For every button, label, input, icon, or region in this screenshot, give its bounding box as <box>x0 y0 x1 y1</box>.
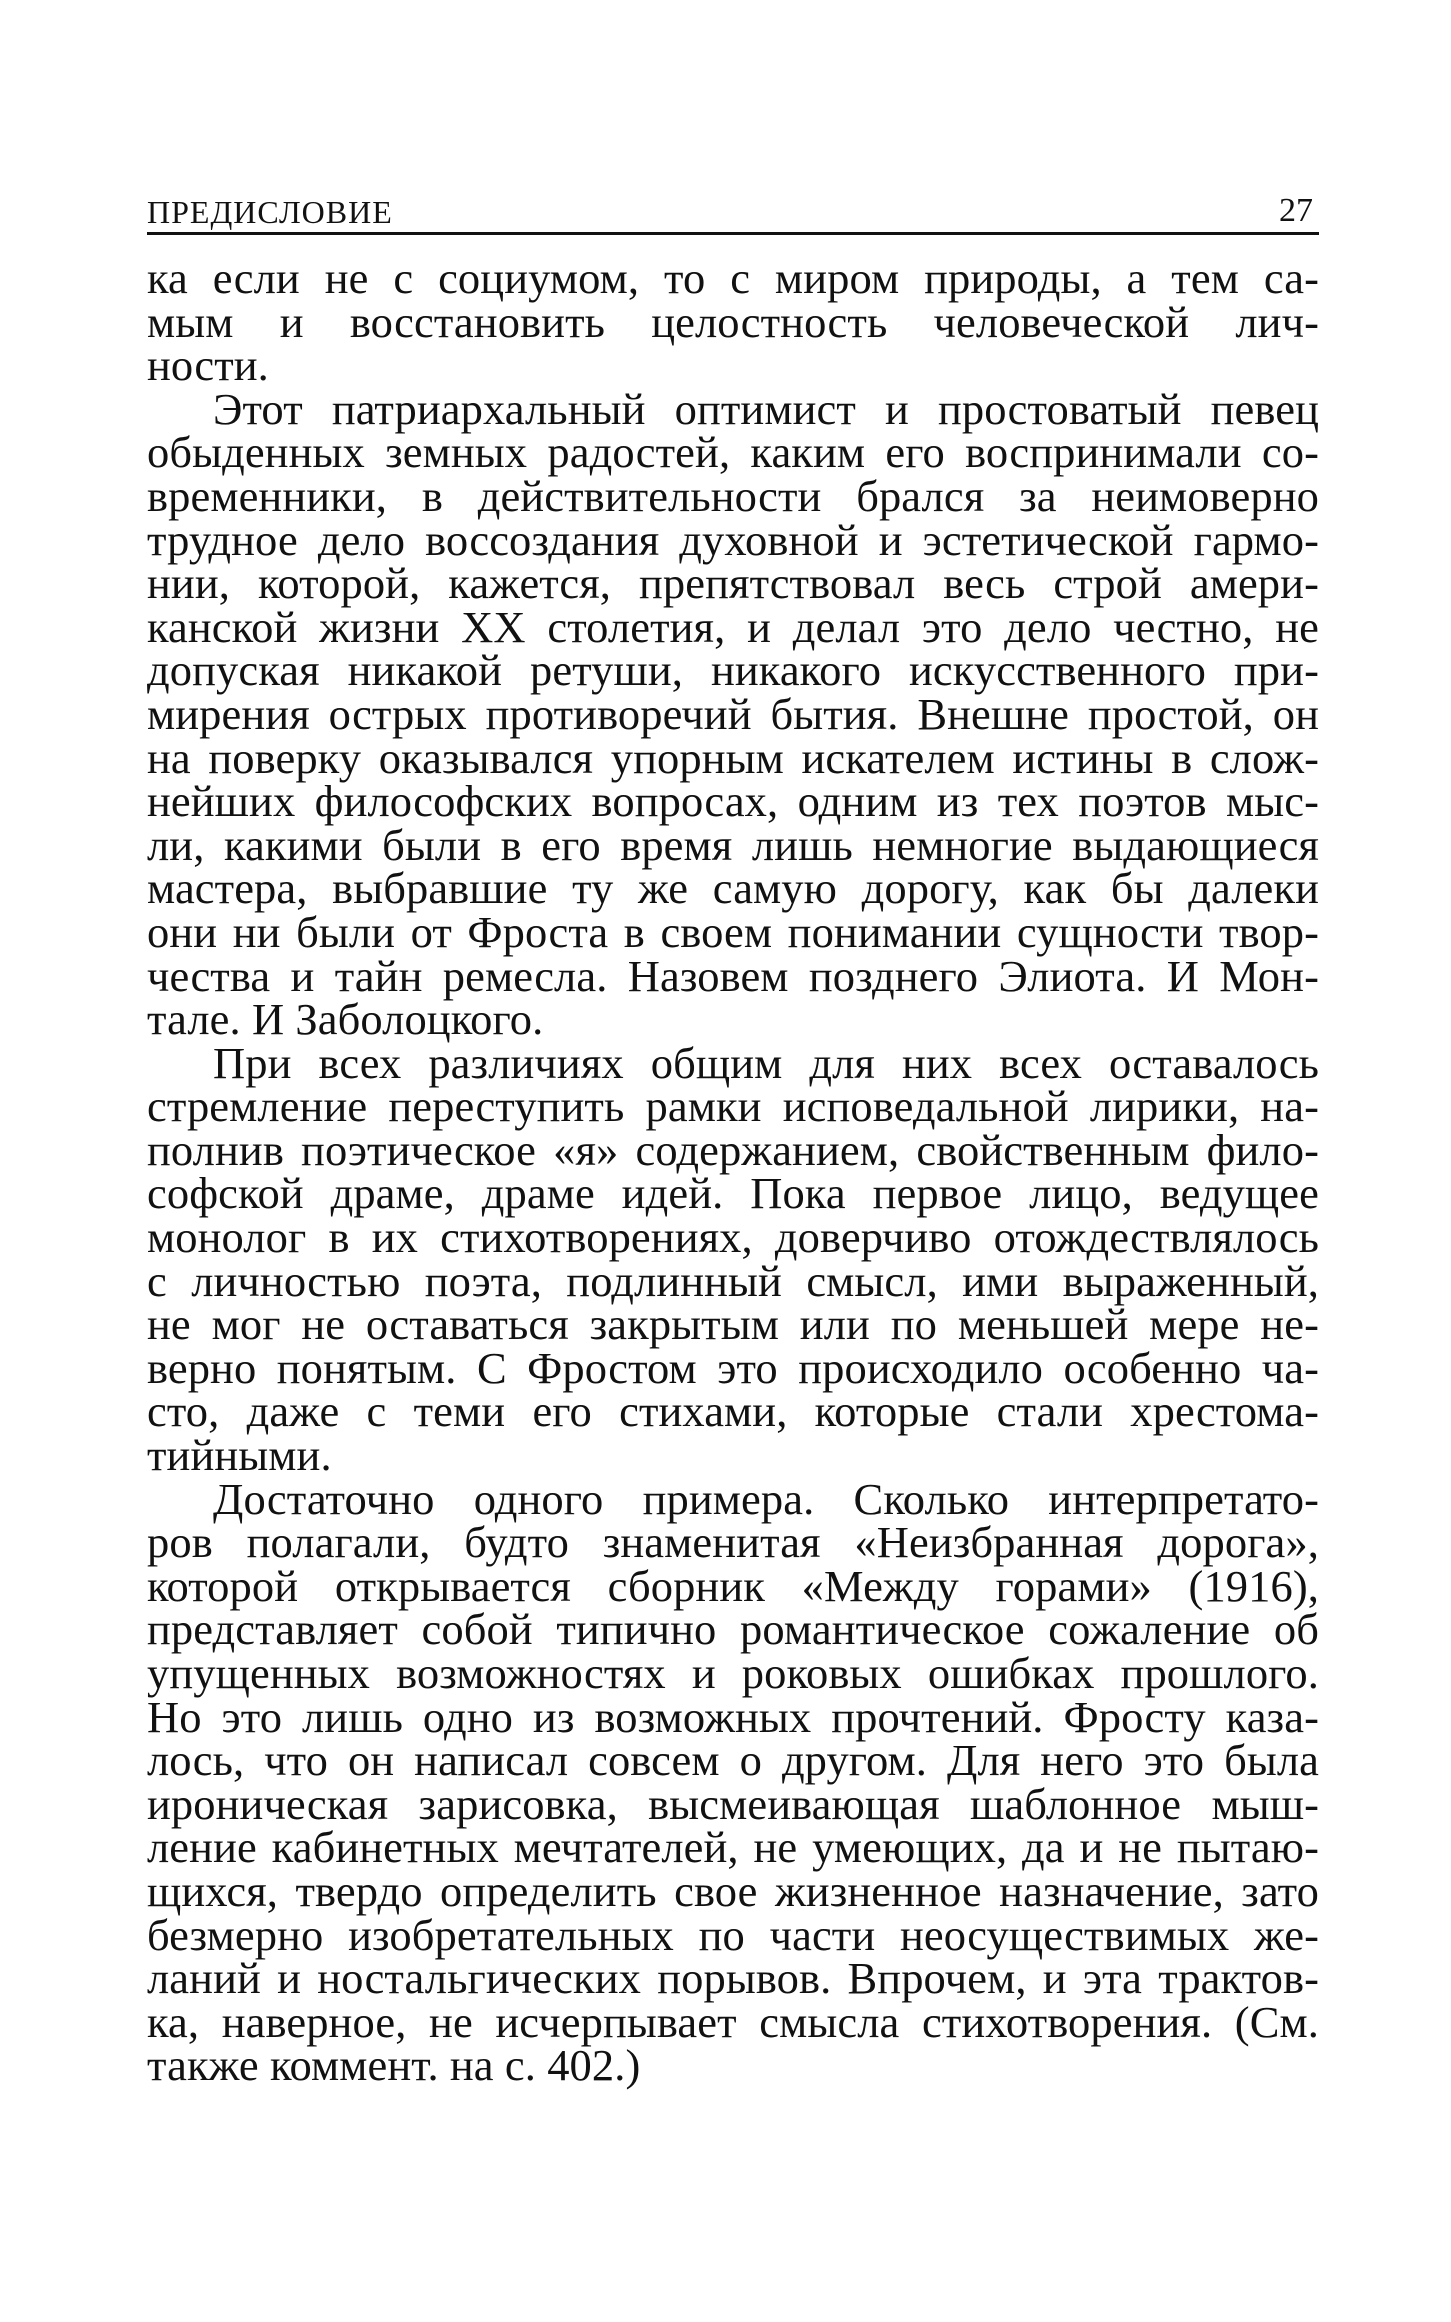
text-line: тийными. <box>147 1430 332 1481</box>
paragraph-first-line: При всех различиях общим для них всех оставалось <box>213 1037 1319 1088</box>
text-line: с личностью поэта, подлинный смысл, ими выраженный, <box>147 1255 1319 1306</box>
book-page <box>147 172 1319 2091</box>
text-line: ка если не с социумом, то с миром природы, а тем са- <box>147 253 1319 303</box>
paragraph-first-line: Этот патриархальный оптимист и простоватый певец <box>213 383 1319 434</box>
text-line: временники, в действительности брался за неимоверно <box>147 470 1319 521</box>
text-line: упущенных возможностях и роковых ошибках прошлого. <box>147 1648 1319 1698</box>
page-number: 27 <box>1279 192 1313 229</box>
text-line: ров полагали, будто знаменитая «Неизбранная дорога», <box>147 1517 1319 1568</box>
text-line: безмерно изобретательных по части неосуществимых же- <box>147 1909 1319 1960</box>
text-line: тале. И Заболоцкого. <box>147 994 544 1045</box>
text-line: полнив поэтическое «я» содержанием, свойственным фило- <box>147 1124 1319 1175</box>
text-line: трудное дело воссоздания духовной и эстетической гармо- <box>147 514 1319 565</box>
text-line: монолог в их стихотворениях, доверчиво отождествлялось <box>147 1212 1319 1263</box>
text-line: софской драме, драме идей. Пока первое лицо, ведущее <box>147 1168 1319 1219</box>
text-line: нии, которой, кажется, препятствовал весь строй амери- <box>147 558 1319 609</box>
body-text <box>147 253 1319 2091</box>
text-line: на поверку оказывался упорным искателем истины в слож- <box>147 732 1319 783</box>
text-line: ка, наверное, не исчерпывает смысла стихотворения. (См. <box>147 1996 1319 2047</box>
text-line: щихся, твердо определить свое жизненное назначение, зато <box>147 1865 1319 1916</box>
running-head <box>147 172 1319 235</box>
text-line: ление кабинетных мечтателей, не умеющих, да и не пытаю- <box>147 1822 1319 1873</box>
text-line: ности. <box>147 340 269 391</box>
text-line: мастера, выбравшие ту же самую дорогу, как бы далеки <box>147 863 1319 914</box>
text-line: верно понятым. С Фростом это происходило особенно ча- <box>147 1342 1319 1393</box>
text-line: не мог не оставаться закрытым или по меньшей мере не- <box>147 1299 1319 1350</box>
text-line: ланий и ностальгических порывов. Впрочем, и эта трактов- <box>147 1953 1319 2004</box>
text-line: лось, что он написал совсем о другом. Для него это была <box>147 1735 1319 1786</box>
text-line: ироническая зарисовка, высмеивающая шаблонное мыш- <box>147 1778 1319 1829</box>
text-line: представляет собой типично романтическое сожаление об <box>147 1604 1319 1655</box>
paragraph-first-line: Достаточно одного примера. Сколько интерпретато- <box>213 1473 1319 1524</box>
text-line: чества и тайн ремесла. Назовем позднего Элиота. И Мон- <box>147 950 1319 1001</box>
text-line: нейших философских вопросах, одним из тех поэтов мыс- <box>147 776 1319 827</box>
text-line: стремление переступить рамки исповедальной лирики, на- <box>147 1081 1319 1132</box>
text-line: мирения острых противоречий бытия. Внешне простой, он <box>147 688 1319 739</box>
text-line: обыденных земных радостей, каким его воспринимали со- <box>147 427 1319 478</box>
text-line: они ни были от Фроста в своем понимании сущности твор- <box>147 906 1319 957</box>
text-line: мым и восстановить целостность человеческой лич- <box>147 296 1319 347</box>
text-line: канской жизни XX столетия, и делал это дело честно, не <box>147 601 1319 652</box>
text-line: Но это лишь одно из возможных прочтений. Фросту каза- <box>147 1691 1319 1742</box>
text-line: сто, даже с теми его стихами, которые стали хрестома- <box>147 1386 1319 1437</box>
running-title: ПРЕДИСЛОВИЕ <box>147 194 393 230</box>
text-line: также коммент. на с. 402.) <box>147 2040 641 2091</box>
text-line: ли, какими были в его время лишь немногие выдающиеся <box>147 819 1319 870</box>
text-line: которой открывается сборник «Между горами» (1916), <box>147 1560 1319 1611</box>
text-line: допуская никакой ретуши, никакого искусственного при- <box>147 645 1319 696</box>
